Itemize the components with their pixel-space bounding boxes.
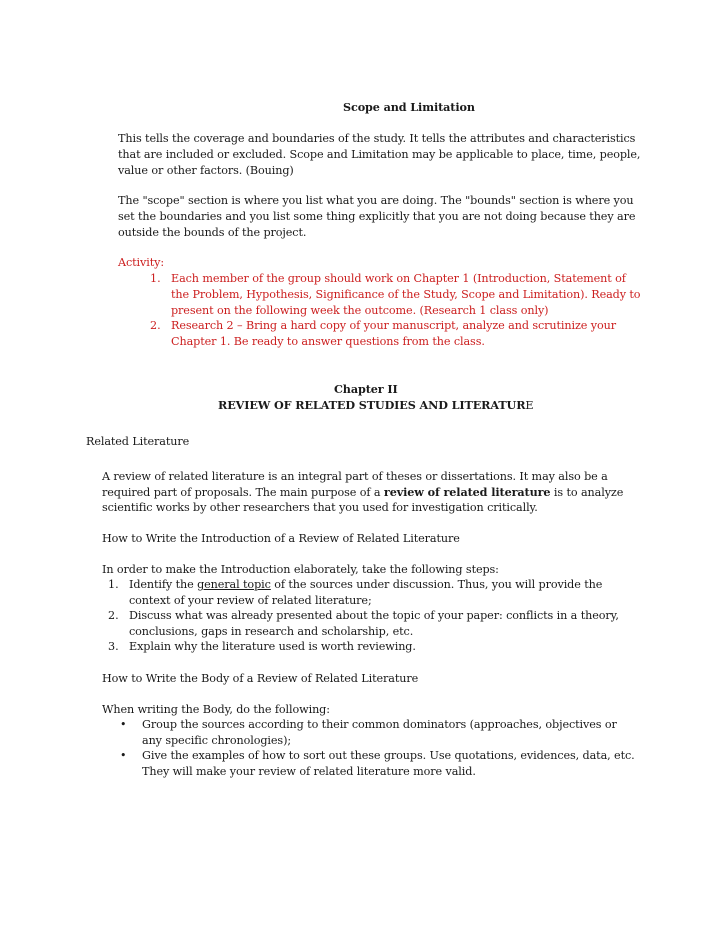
bullet-icon: • — [120, 749, 127, 762]
bold-term: review of related literature — [383, 485, 551, 499]
chapter-number: Chapter II — [334, 382, 398, 396]
text-line: set the boundaries and you list some thing explicitly that you are not doing because they are — [118, 210, 636, 223]
body-lead: When writing the Body, do the following: — [102, 703, 330, 716]
activity-item-number: 2. — [150, 319, 161, 332]
list-item-line: context of your review of related literature; — [129, 594, 372, 607]
activity-label: Activity: — [118, 256, 165, 269]
chapter-title-main: REVIEW OF RELATED STUDIES AND LITERATUR — [218, 398, 526, 412]
activity-item-line: present on the following week the outcome. (Research 1 class only) — [171, 304, 549, 317]
list-item-line: Explain why the literature used is worth reviewing. — [129, 640, 416, 653]
text-line: value or other factors. (Bouing) — [118, 164, 294, 177]
activity-item-line: the Problem, Hypothesis, Significance of the Study, Scope and Limitation). Ready to — [171, 288, 641, 301]
text-segment: required part of proposals. The main purpose of a — [102, 486, 384, 499]
section-title: Scope and Limitation — [343, 100, 475, 114]
text-segment: is to analyze — [550, 486, 624, 499]
list-item-line: Discuss what was already presented about the topic of your paper: conflicts in a theory, — [129, 609, 619, 622]
list-item-line: conclusions, gaps in research and scholarship, etc. — [129, 625, 414, 638]
list-number: 2. — [108, 609, 119, 622]
body-heading: How to Write the Body of a Review of Related Literature — [102, 672, 419, 685]
list-item-line — [129, 577, 602, 593]
text-segment: of the sources under discussion. Thus, you will provide the — [270, 578, 603, 591]
text-line — [102, 485, 623, 501]
intro-heading: How to Write the Introduction of a Review of Related Literature — [102, 532, 460, 545]
text-segment: Identify the — [129, 578, 198, 591]
chapter-title — [218, 398, 534, 414]
list-item-line: Group the sources according to their common dominators (approaches, objectives or — [142, 718, 617, 731]
related-literature-heading: Related Literature — [86, 435, 190, 448]
underlined-term: general topic — [197, 578, 271, 591]
activity-item-line: Research 2 – Bring a hard copy of your manuscript, analyze and scrutinize your — [171, 319, 616, 332]
list-number: 3. — [108, 640, 119, 653]
text-line: This tells the coverage and boundaries of the study. It tells the attributes and characteristics — [118, 132, 636, 145]
text-line: outside the bounds of the project. — [118, 226, 307, 239]
text-line: A review of related literature is an integral part of theses or dissertations. It may also be a — [102, 470, 608, 483]
list-number: 1. — [108, 578, 119, 591]
bullet-icon: • — [120, 718, 127, 731]
intro-lead: In order to make the Introduction elaborately, take the following steps: — [102, 563, 499, 576]
activity-item-line: Each member of the group should work on Chapter 1 (Introduction, Statement of — [171, 272, 626, 285]
chapter-title-tail: E — [525, 399, 534, 412]
activity-item-number: 1. — [150, 272, 161, 285]
text-line: scientific works by other researchers that you used for investigation critically. — [102, 501, 538, 514]
activity-item-line: Chapter 1. Be ready to answer questions from the class. — [171, 335, 485, 348]
list-item-line: any specific chronologies); — [142, 734, 292, 747]
text-line: The "scope" section is where you list what you are doing. The "bounds" section is where you — [118, 194, 634, 207]
list-item-line: Give the examples of how to sort out these groups. Use quotations, evidences, data, etc. — [142, 749, 635, 762]
list-item-line: They will make your review of related literature more valid. — [142, 765, 476, 778]
text-line: that are included or excluded. Scope and Limitation may be applicable to place, time, people, — [118, 148, 641, 161]
